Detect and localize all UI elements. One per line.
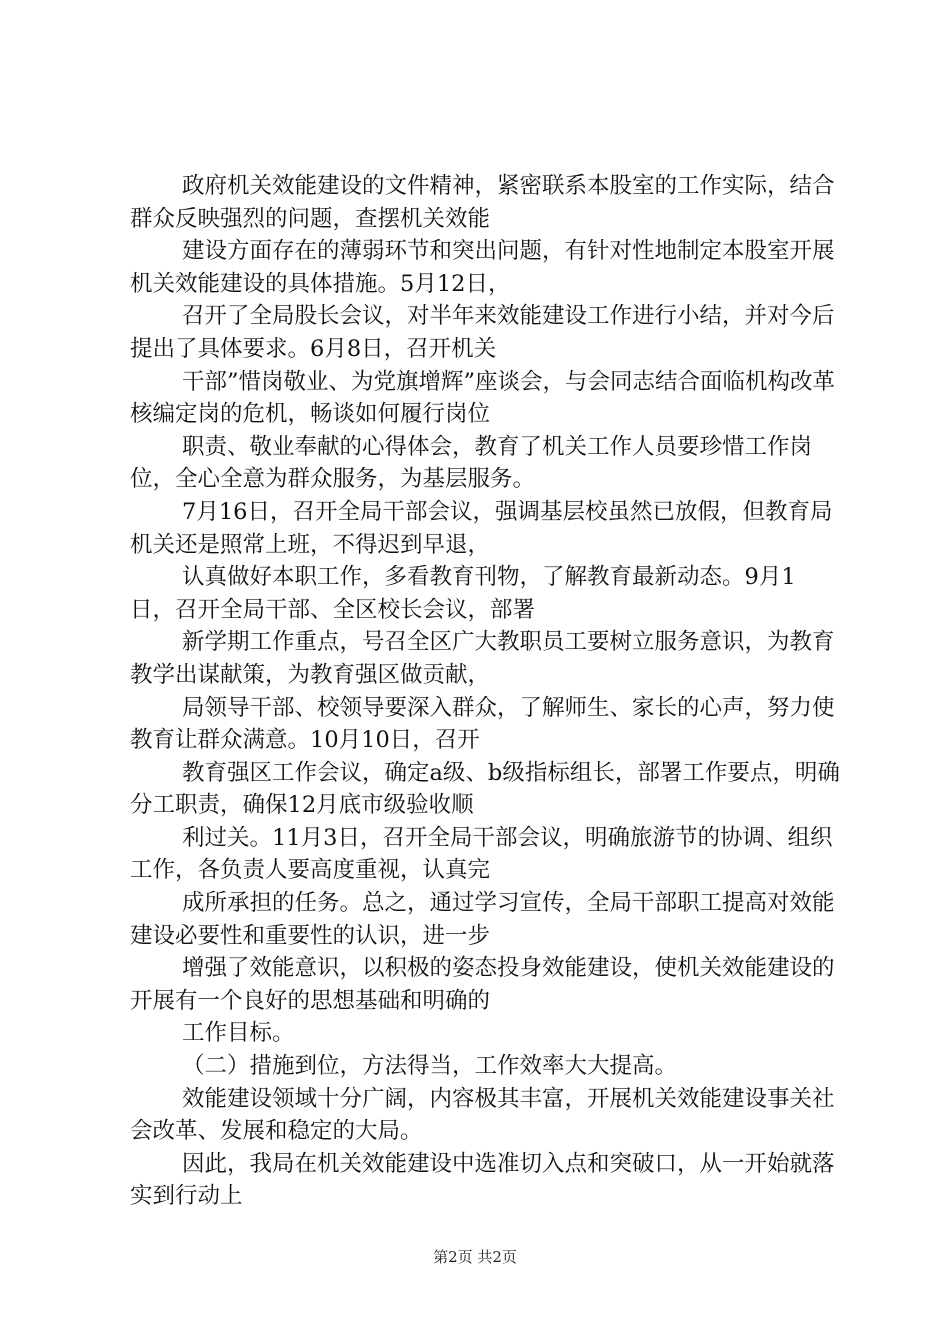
paragraph: 利过关。11月3日，召开全局干部会议，明确旅游节的协调、组织工作，各负责人要高度重视，认真完 (130, 824, 833, 884)
paragraph: 工作目标。 (182, 1020, 295, 1047)
paragraph: 教育强区工作会议，确定a级、b级指标组长，部署工作要点，明确分工职责，确保12月底市级验收顺 (130, 759, 840, 819)
paragraph: 认真做好本职工作，多看教育刊物，了解教育最新动态。9月1日，召开全局干部、全区校长会议，部署 (130, 564, 796, 623)
paragraph: 政府机关效能建设的文件精神，紧密联系本股室的工作实际，结合群众反映强烈的问题，查摆机关效能 (130, 173, 835, 232)
section-heading: （二）措施到位，方法得当，工作效率大大提高。 (182, 1053, 678, 1080)
paragraph: 因此，我局在机关效能建设中选准切入点和突破口，从一开始就落实到行动上 (130, 1150, 835, 1210)
document-body (130, 170, 840, 1213)
paragraph: 效能建设领域十分广阔，内容极其丰富，开展机关效能建设事关社会改革、发展和稳定的大局。 (130, 1085, 835, 1145)
paragraph: 成所承担的任务。总之，通过学习宣传，全局干部职工提高对效能建设必要性和重要性的认识，进一步 (130, 890, 835, 949)
paragraph: 7月16日，召开全局干部会议，强调基层校虽然已放假，但教育局机关还是照常上班，不得迟到早退， (130, 498, 833, 558)
paragraph: 召开了全局股长会议，对半年来效能建设工作进行小结，并对今后提出了具体要求。6月8日，召开机关 (130, 303, 835, 362)
paragraph: 建设方面存在的薄弱环节和突出问题，有针对性地制定本股室开展机关效能建设的具体措施。5月12日， (130, 238, 835, 297)
paragraph: 干部”惜岗敬业、为党旗增辉”座谈会，与会同志结合面临机构改革核编定岗的危机，畅谈如何履行岗位 (130, 368, 836, 428)
paragraph: 增强了效能意识，以积极的姿态投身效能建设，使机关效能建设的开展有一个良好的思想基础和明确的 (130, 955, 835, 1014)
paragraph: 局领导干部、校领导要深入群众，了解师生、家长的心声，努力使教育让群众满意。10月10日，召开 (130, 694, 835, 754)
page-footer: 第2页 共2页 (433, 1248, 517, 1266)
paragraph: 新学期工作重点，号召全区广大教职员工要树立服务意识，为教育教学出谋献策，为教育强区做贡献， (130, 629, 835, 688)
paragraph: 职责、敬业奉献的心得体会，教育了机关工作人员要珍惜工作岗位，全心全意为群众服务，为基层服务。 (130, 433, 813, 493)
